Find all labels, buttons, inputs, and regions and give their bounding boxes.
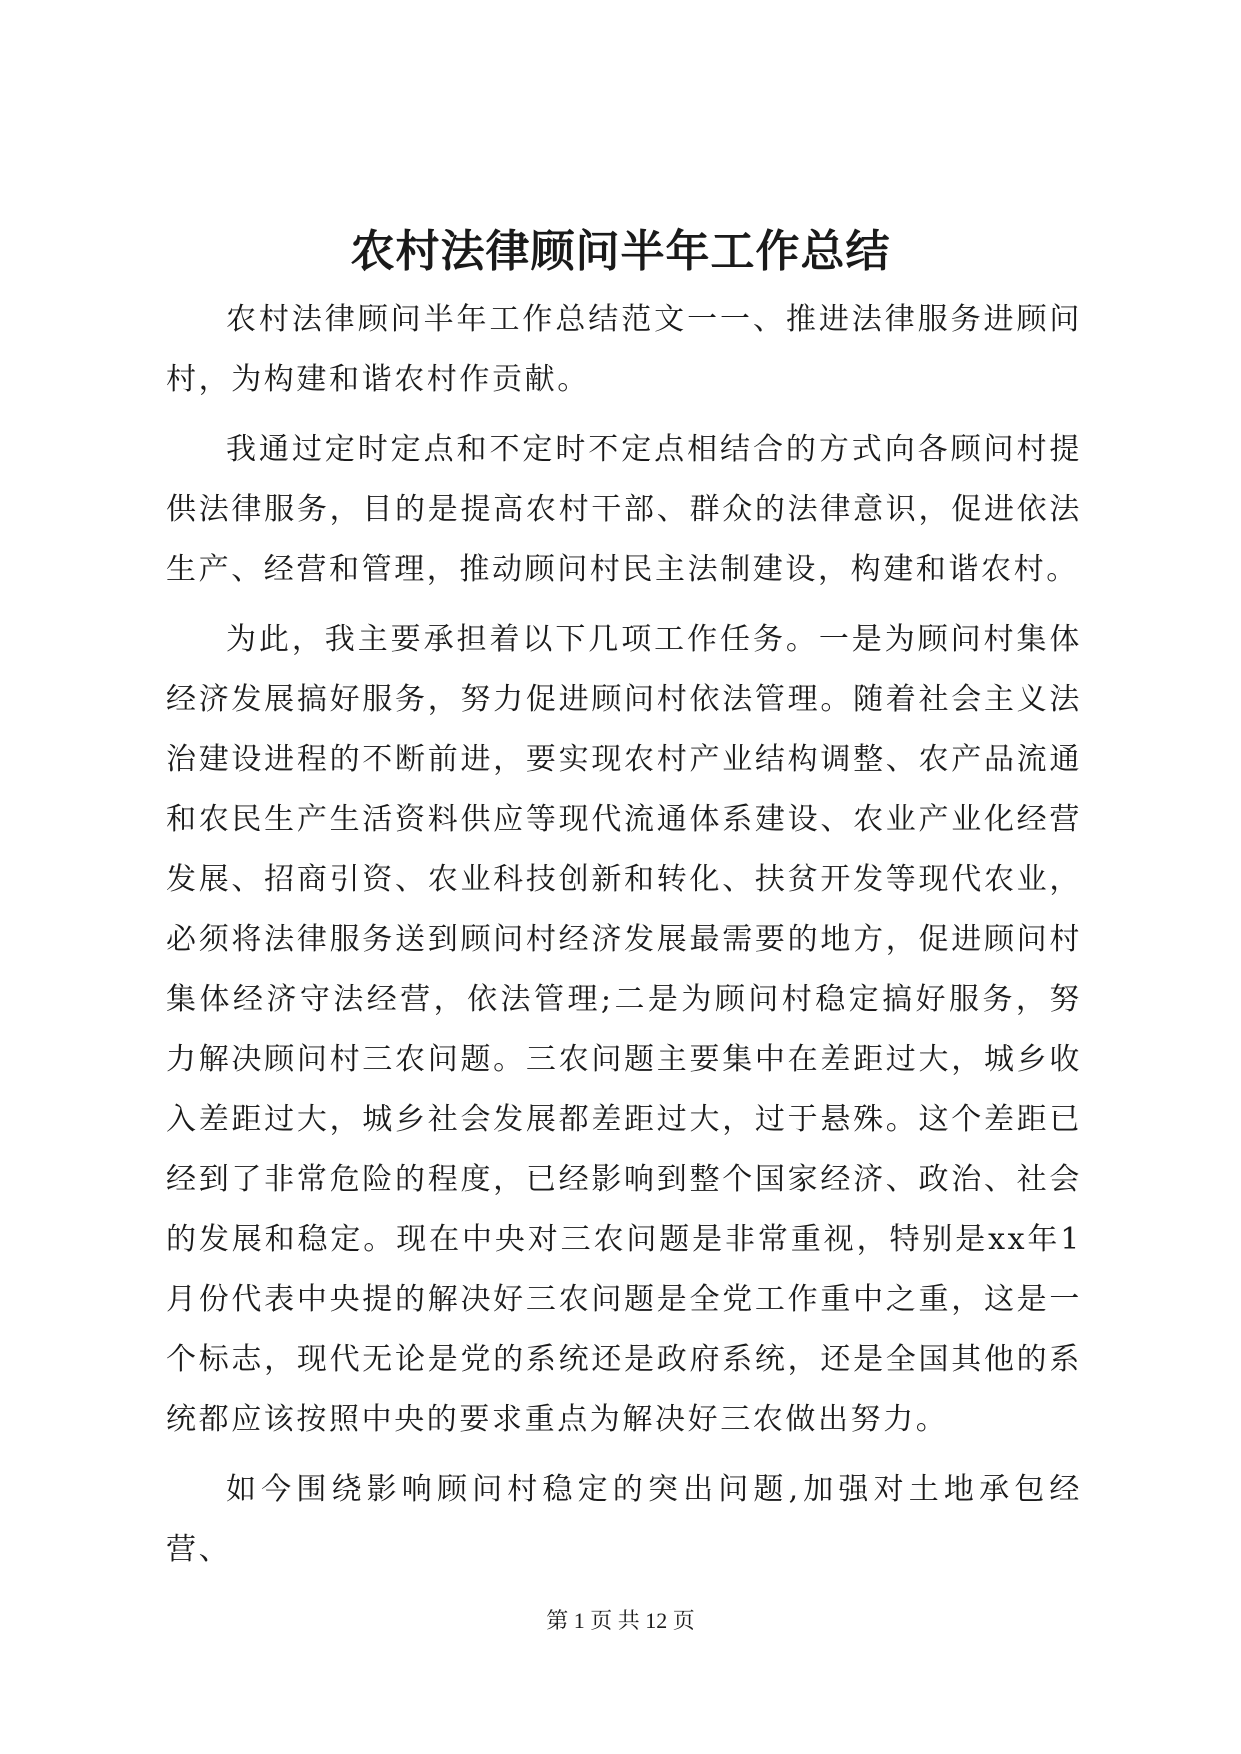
page-footer — [0, 1606, 1241, 1636]
paragraph-4: 如今围绕影响顾问村稳定的突出问题,加强对土地承包经营、 — [166, 1472, 1082, 1567]
document-body — [166, 290, 1082, 1580]
page-number: 第 1 页 共 12 页 — [546, 1608, 695, 1633]
paragraph-1: 农村法律顾问半年工作总结范文一一、推进法律服务进顾问村，为构建和谐农村作贡献。 — [166, 302, 1082, 397]
document-title: 农村法律顾问半年工作总结 — [350, 226, 891, 277]
paragraph-2: 我通过定时定点和不定时不定点相结合的方式向各顾问村提供法律服务，目的是提高农村干部、群众的法律意识，促进依法生产、经营和管理，推动顾问村民主法制建设，构建和谐农村。 — [166, 432, 1082, 587]
paragraph-3: 为此，我主要承担着以下几项工作任务。一是为顾问村集体经济发展搞好服务，努力促进顾问村依法管理。随着社会主义法治建设进程的不断前进，要实现农村产业结构调整、农产品流通和农民生产生活资料供应等现代流通体系建设、农业产业化经营发展、招商引资、农业科技创新和转化、扶贫开发等现代农业，必须将法律服务送到顾问村经济发展最需要的地方，促进顾问村集体经济守法经营，依法管理;二是为顾问村稳定搞好服务，努力解决顾问村三农问题。三农问题主要集中在差距过大，城乡收入差距过大，城乡社会发展都差距过大，过于悬殊。这个差距已经到了非常危险的程度，已经影响到整个国家经济、政治、社会的发展和稳定。现在中央对三农问题是非常重视，特别是xx年1月份代表中央提的解决好三农问题是全党工作重中之重，这是一个标志，现代无论是党的系统还是政府系统，还是全国其他的系统都应该按照中央的要求重点为解决好三农做出努力。 — [166, 622, 1082, 1437]
